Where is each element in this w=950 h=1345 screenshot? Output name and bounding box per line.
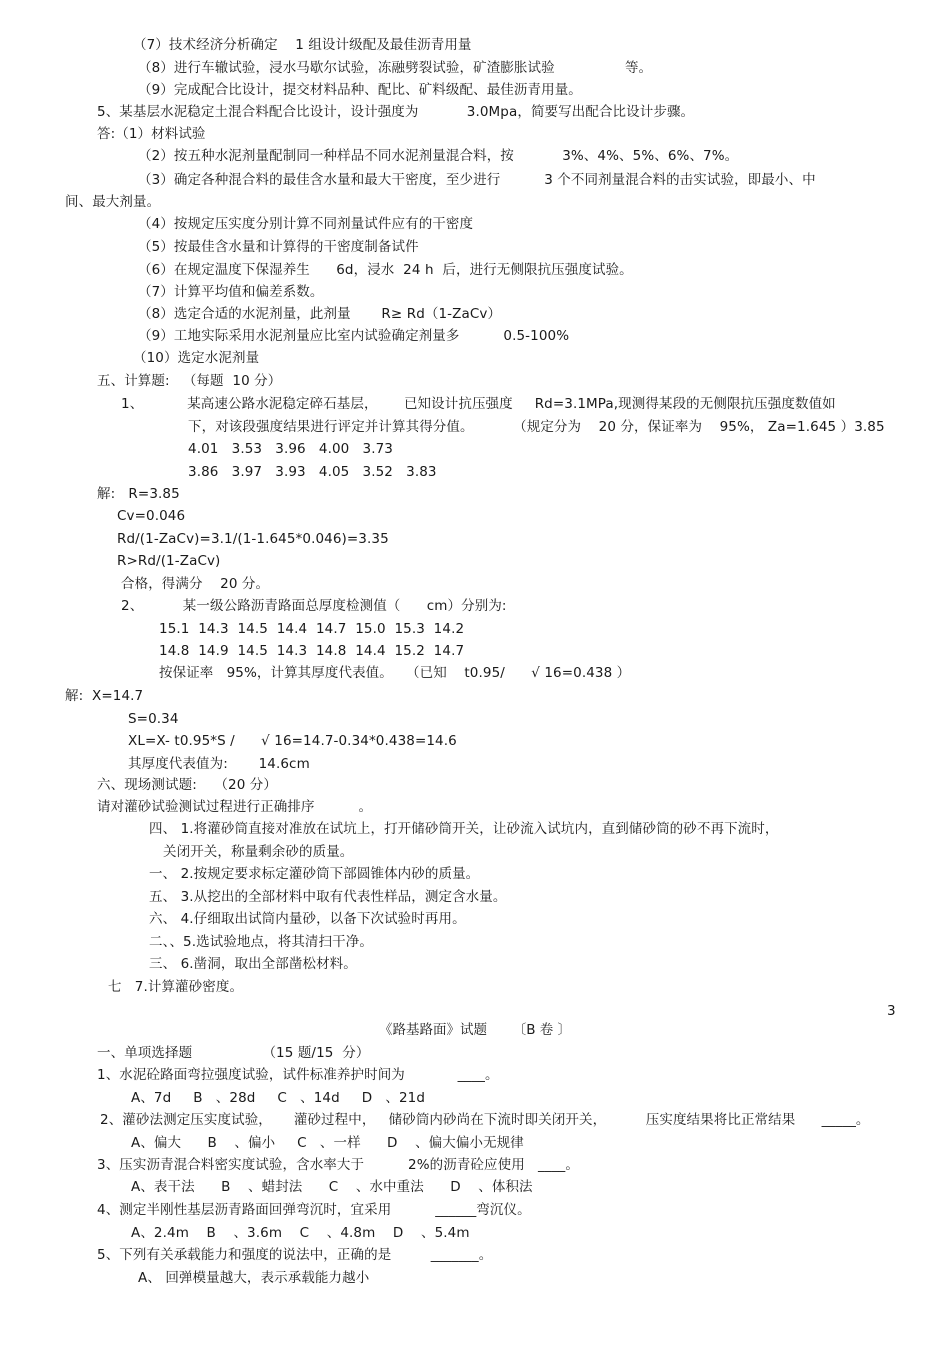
text-line: （9）工地实际采用水泥剂量应比室内试验确定剂量多 0.5-100% <box>138 328 570 344</box>
text-line: （10）选定水泥剂量 <box>133 350 260 366</box>
question: 2、灌砂法测定压实度试验， 灌砂过程中， 储砂筒内砂尚在下流时即关闭开关， 压实度结果将比正常结果 _____。 <box>100 1112 870 1128</box>
text-line: 合格，得满分 20 分。 <box>121 576 270 592</box>
text-line: 按保证率 95%，计算其厚度代表值。 （已知 t0.95/ √ 16=0.438 ） <box>159 665 631 681</box>
text-line: 解: X=14.7 <box>65 688 144 704</box>
text-line: 关闭开关，称量剩余砂的质量。 <box>163 844 354 860</box>
question: 1、水泥砼路面弯拉强度试验，试件标准养护时间为 ____。 <box>97 1067 499 1083</box>
text-line: （9）完成配合比设计，提交材料品种、配比、矿料级配、最佳沥青用量。 <box>138 82 582 98</box>
text-line: （4）按规定压实度分别计算不同剂量试件应有的干密度 <box>138 216 474 232</box>
text-line: 其厚度代表值为: 14.6cm <box>128 756 310 772</box>
text-line: （3）确定各种混合料的最佳含水量和最大干密度，至少进行 3 个不同剂量混合料的击实试验，即最小、中 <box>138 172 816 188</box>
text-line: 1、 某高速公路水泥稳定碎石基层， 已知设计抗压强度 Rd=3.1MPa,现测得某段的无侧限抗压强度数值如 <box>121 396 836 412</box>
text-line: 五、 3.从挖出的全部材料中取有代表性样品，测定含水量。 <box>149 889 507 905</box>
page-number: 3 <box>887 1003 896 1019</box>
section-heading: 五、计算题: （每题 10 分） <box>97 373 282 389</box>
text-line: XL=X- t0.95*S / √ 16=14.7-0.34*0.438=14.6 <box>128 733 457 749</box>
question: 4、测定半刚性基层沥青路面回弹弯沉时，宜采用 ______弯沉仪。 <box>97 1202 531 1218</box>
text-line: 三、 6.凿洞，取出全部凿松材料。 <box>149 956 357 972</box>
text-line: 答:（1）材料试验 <box>97 126 206 142</box>
text-line: 3.86 3.97 3.93 4.05 3.52 3.83 <box>188 464 437 480</box>
text-line: （7）技术经济分析确定 1 组设计级配及最佳沥青用量 <box>133 37 472 53</box>
text-line: 二、、5.选试验地点，将其清扫干净。 <box>149 934 373 950</box>
question-options: A、表干法 B 、蜡封法 C 、水中重法 D 、体积法 <box>131 1179 533 1195</box>
question-options: A、2.4m B 、3.6m C 、4.8m D 、5.4m <box>131 1225 470 1241</box>
text-line: 15.1 14.3 14.5 14.4 14.7 15.0 15.3 14.2 <box>159 621 465 637</box>
text-line: 14.8 14.9 14.5 14.3 14.8 14.4 15.2 14.7 <box>159 643 465 659</box>
text-line: （8）选定合适的水泥剂量，此剂量 R≥ Rd（1-ZaCv） <box>138 306 502 322</box>
text-line: 六、 4.仔细取出试筒内量砂，以备下次试验时再用。 <box>149 911 466 927</box>
text-line: 一、 2.按规定要求标定灌砂筒下部圆锥体内砂的质量。 <box>149 866 480 882</box>
text-line: Cv=0.046 <box>117 508 186 524</box>
question-options: A、7d B 、28d C 、14d D 、21d <box>131 1090 426 1106</box>
text-line: 请对灌砂试验测试过程进行正确排序 。 <box>97 799 373 815</box>
section-heading: 一、单项选择题 （15 题/15 分） <box>97 1045 370 1061</box>
question: 3、压实沥青混合料密实度试验，含水率大于 2%的沥青砼应使用 ____。 <box>97 1157 579 1173</box>
text-line: 5、某基层水泥稳定土混合料配合比设计，设计强度为 3.0Mpa，简要写出配合比设计步骤。 <box>97 104 695 120</box>
text-line: （6）在规定温度下保湿养生 6d，浸水 24 h 后，进行无侧限抗压强度试验。 <box>138 262 633 278</box>
text-line: S=0.34 <box>128 711 179 727</box>
text-line: 2、 某一级公路沥青路面总厚度检测值（ cm）分别为: <box>121 598 507 614</box>
text-line: （8）进行车辙试验，浸水马歇尔试验，冻融劈裂试验，矿渣膨胀试验 等。 <box>138 60 653 76</box>
text-line: （5）按最佳含水量和计算得的干密度制备试件 <box>138 239 419 255</box>
text-line: 下，对该段强度结果进行评定并计算其得分值。 （规定分为 20 分，保证率为 95%， Za=1.645 ）3.85 <box>188 419 885 435</box>
question-options: A、偏大 B 、偏小 C 、一样 D 、偏大偏小无规律 <box>131 1135 524 1151</box>
text-line: Rd/(1-ZaCv)=3.1/(1-1.645*0.046)=3.35 <box>117 531 389 547</box>
section-heading: 六、现场测试题: （20 分） <box>97 777 277 793</box>
text-line: （2）按五种水泥剂量配制同一种样品不同水泥剂量混合料，按 3%、4%、5%、6%、7%。 <box>138 148 739 164</box>
question-options: A、 回弹模量越大，表示承载能力越小 <box>138 1270 370 1286</box>
text-line: 4.01 3.53 3.96 4.00 3.73 <box>188 441 393 457</box>
exam-title: 《路基路面》试题 〔B 卷 〕 <box>378 1022 572 1038</box>
text-line: 解: R=3.85 <box>97 486 180 502</box>
text-line: 七 7.计算灌砂密度。 <box>108 979 244 995</box>
text-line: 间、最大剂量。 <box>65 194 161 210</box>
text-line: （7）计算平均值和偏差系数。 <box>138 284 324 300</box>
question: 5、下列有关承载能力和强度的说法中，正确的是 _______。 <box>97 1247 493 1263</box>
text-line: R>Rd/(1-ZaCv) <box>117 553 221 569</box>
text-line: 四、 1.将灌砂筒直接对准放在试坑上，打开储砂筒开关，让砂流入试坑内，直到储砂筒的砂不再下流时， <box>149 821 779 837</box>
